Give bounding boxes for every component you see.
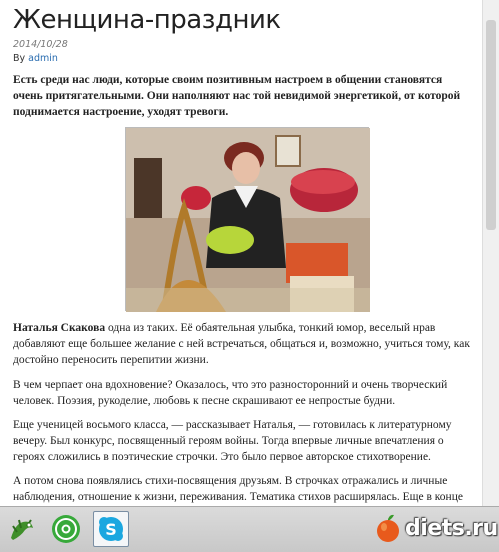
scrollbar-thumb[interactable] [486, 20, 496, 230]
paragraph-4: А потом снова появлялись стихи-посвящения друзьям. В строчках отражались и личные наблюдения, отношение к жизни, переживания. Тематика стихов расширялась. Еще в конце [13, 475, 463, 503]
paragraph-1 [13, 320, 473, 368]
paragraph-1-text: одна из таких. Её обаятельная улыбка, тонкий юмор, веселый нрав добавляют еще большее желание с ней встречаться, общаться и, возможно, учиться тому, как достойно переносить перепитии жизни. [13, 322, 470, 366]
person-name: Наталья Скакова [13, 322, 106, 334]
site-watermark [374, 511, 498, 545]
paragraph-2: В чем черпает она вдохновение? Оказалось, что это разносторонний и очень творческий человек. Поэзия, рукоделие, любовь к песне скрашивают ее непростые будни. [13, 379, 448, 407]
vertical-scrollbar[interactable] [482, 0, 499, 506]
mail-at-icon [50, 513, 82, 545]
article-photo [125, 127, 369, 311]
svg-text:S: S [105, 520, 117, 539]
skype-icon [96, 514, 126, 544]
article-title: Женщина-праздник [13, 5, 281, 35]
byline [13, 52, 482, 66]
gecko-icon [7, 514, 37, 544]
author-link[interactable]: admin [28, 53, 58, 64]
watermark-text: diets.ru [405, 515, 498, 541]
post-date: 2014/10/28 [13, 39, 68, 50]
article-lead: Есть среди нас люди, которые своим позитивным настроем в общении становятся очень притягательными. Они наполняют нас той невидимой энергетикой, от которой поднимается настроение, уходят тревоги. [13, 74, 461, 118]
apple-logo-icon [374, 513, 402, 543]
by-label: By [13, 53, 26, 64]
mail-app-button[interactable] [48, 511, 84, 547]
gecko-app-button[interactable] [4, 511, 40, 547]
photo-illustration [126, 128, 370, 312]
paragraph-3: Еще ученицей восьмого класса, — рассказывает Наталья, — готовилась к литературному вечеру. Был конкурс, посвященный героям войны. Тогда впервые личные впечатления о героях сложились в поэтические строчки. Это было первое авторское стихотворение. [13, 419, 452, 463]
skype-app-button[interactable] [93, 511, 129, 547]
